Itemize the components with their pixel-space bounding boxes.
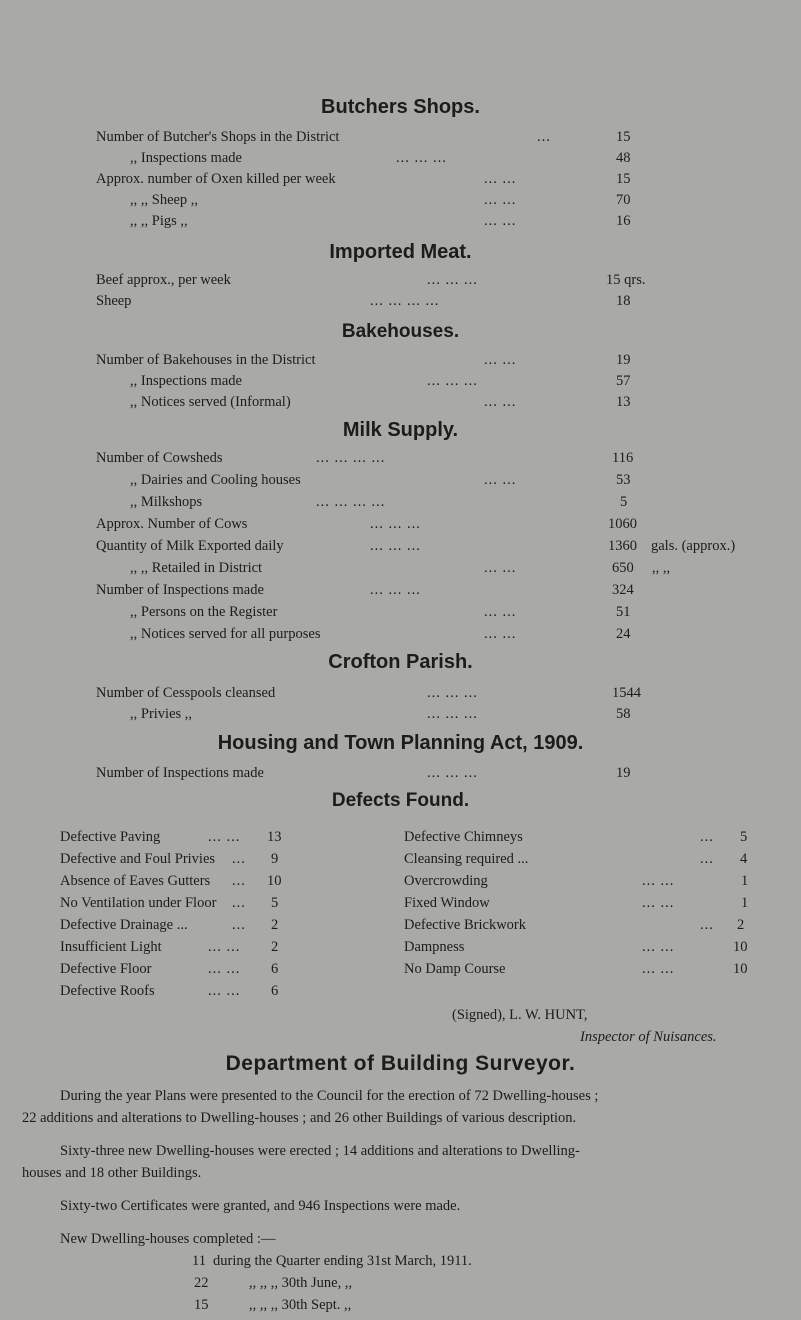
row-dots: ... (232, 895, 246, 911)
defects-heading: Defects Found. (331, 790, 470, 811)
row-value: 1360 (608, 538, 637, 554)
row-label: Sheep (96, 293, 132, 309)
row-dots: ... ... (484, 626, 517, 642)
building-paragraph-1-line-2: 22 additions and alterations to Dwelling-houses ; and 26 other Buildings of various description. (22, 1110, 577, 1126)
row-value: 19 (616, 352, 631, 368)
row-dots: ... ... ... (370, 582, 421, 598)
row-note: ,, ,, (652, 560, 671, 576)
completed-count: 11 (192, 1253, 206, 1269)
row-dots: ... ... (642, 895, 675, 911)
butchers-heading: Butchers Shops. (321, 96, 480, 118)
row-value: 24 (616, 626, 631, 642)
completed-text: ,, ,, ,, 30th Sept. ,, (249, 1297, 352, 1313)
imported-heading: Imported Meat. (329, 241, 472, 263)
row-value: 53 (616, 472, 631, 488)
row-value: 15 qrs. (606, 272, 646, 288)
row-value: 2 (271, 939, 279, 955)
row-dots: ... ... (484, 171, 517, 187)
row-dots: ... ... ... (427, 706, 478, 722)
row-value: 1544 (612, 685, 641, 701)
row-dots: ... ... (484, 560, 517, 576)
row-dots: ... ... (208, 961, 241, 977)
completed-text: during the Quarter ending 31st March, 1911. (213, 1253, 472, 1269)
row-dots: ... ... ... ... (370, 293, 440, 309)
row-label: Defective Chimneys (404, 829, 523, 845)
row-label: Number of Inspections made (96, 765, 264, 781)
row-label: Beef approx., per week (96, 272, 231, 288)
row-label: Number of Bakehouses in the District (96, 352, 316, 368)
row-label: Approx. number of Oxen killed per week (96, 171, 336, 187)
crofton-heading: Crofton Parish. (328, 651, 473, 673)
row-label: Defective Brickwork (404, 917, 526, 933)
row-value: 6 (271, 983, 279, 999)
row-value: 16 (616, 213, 631, 229)
row-dots: ... (700, 917, 714, 933)
row-dots: ... ... (484, 604, 517, 620)
row-dots: ... ... (642, 961, 675, 977)
row-label: ,, Privies ,, (130, 706, 193, 722)
row-label: Number of Cesspools cleansed (96, 685, 276, 701)
row-label: ,, Inspections made (130, 150, 242, 166)
row-label: Absence of Eaves Gutters (60, 873, 211, 889)
row-label: Defective Floor (60, 961, 152, 977)
row-value: 6 (271, 961, 279, 977)
row-dots: ... ... (208, 829, 241, 845)
row-value: 9 (271, 851, 279, 867)
row-value: 1060 (608, 516, 637, 532)
row-label: ,, Milkshops (130, 494, 203, 510)
row-label: No Ventilation under Floor (60, 895, 217, 911)
completed-count: 15 (194, 1297, 209, 1313)
inspector-signature: (Signed), L. W. HUNT, (452, 1007, 588, 1023)
row-dots: ... (232, 873, 246, 889)
inspector-title: Inspector of Nuisances. (580, 1029, 717, 1045)
row-dots: ... ... ... ... (316, 494, 386, 510)
row-value: 2 (271, 917, 279, 933)
row-label: Overcrowding (404, 873, 488, 889)
row-label: ,, ,, Pigs ,, (130, 213, 188, 229)
building-paragraph-1-line-1: During the year Plans were presented to the Council for the erection of 72 Dwelling-houses ; (60, 1088, 599, 1104)
row-label: Insufficient Light (60, 939, 162, 955)
row-value: 13 (267, 829, 282, 845)
row-label: Approx. Number of Cows (96, 516, 248, 532)
row-label: Defective Roofs (60, 983, 155, 999)
row-label: ,, Notices served (Informal) (130, 394, 291, 410)
row-value: 13 (616, 394, 631, 410)
row-value: 5 (271, 895, 279, 911)
row-dots: ... (232, 851, 246, 867)
row-dots: ... ... (208, 939, 241, 955)
row-value: 5 (740, 829, 748, 845)
row-dots: ... ... (208, 983, 241, 999)
row-value: 18 (616, 293, 631, 309)
row-dots: ... ... ... (370, 538, 421, 554)
row-value: 48 (616, 150, 631, 166)
row-value: 1 (741, 873, 749, 889)
row-label: Defective Drainage ... (60, 917, 188, 933)
row-dots: ... ... (484, 394, 517, 410)
row-dots: ... ... ... (370, 516, 421, 532)
row-label: Number of Cowsheds (96, 450, 223, 466)
row-label: ,, Persons on the Register (130, 604, 278, 620)
row-dots: ... ... (642, 873, 675, 889)
row-value: 324 (612, 582, 634, 598)
row-dots: ... ... ... (427, 272, 478, 288)
bakehouses-heading: Bakehouses. (341, 321, 460, 342)
row-value: 10 (733, 939, 748, 955)
completed-count: 22 (194, 1275, 209, 1291)
row-value: 70 (616, 192, 631, 208)
row-value: 10 (733, 961, 748, 977)
row-dots: ... ... ... (427, 765, 478, 781)
row-label: No Damp Course (404, 961, 506, 977)
row-value: 58 (616, 706, 631, 722)
row-dots: ... (700, 829, 714, 845)
row-value: 5 (620, 494, 628, 510)
completed-text: ,, ,, ,, 30th June, ,, (249, 1275, 353, 1291)
row-label: Number of Butcher's Shops in the District (96, 129, 340, 145)
row-dots: ... ... ... (396, 150, 447, 166)
row-label: ,, Notices served for all purposes (130, 626, 321, 642)
row-value: 57 (616, 373, 631, 389)
row-dots: ... ... ... ... (316, 450, 386, 466)
building-paragraph-3: Sixty-two Certificates were granted, and 946 Inspections were made. (60, 1198, 461, 1214)
row-label: Fixed Window (404, 895, 490, 911)
row-value: 15 (616, 129, 631, 145)
row-dots: ... (232, 917, 246, 933)
building-heading: Department of Building Surveyor. (225, 1052, 576, 1075)
row-note: gals. (approx.) (651, 538, 736, 554)
row-label: ,, Dairies and Cooling houses (130, 472, 301, 488)
row-label: Number of Inspections made (96, 582, 264, 598)
row-label: ,, ,, Sheep ,, (130, 192, 199, 208)
row-value: 4 (740, 851, 748, 867)
row-value: 51 (616, 604, 631, 620)
building-paragraph-4: New Dwelling-houses completed :— (60, 1231, 276, 1247)
row-dots: ... ... (642, 939, 675, 955)
row-value: 2 (737, 917, 745, 933)
row-dots: ... (700, 851, 714, 867)
row-value: 116 (612, 450, 634, 466)
row-dots: ... (537, 129, 551, 145)
row-value: 19 (616, 765, 631, 781)
row-dots: ... ... ... (427, 685, 478, 701)
row-label: ,, ,, Retailed in District (130, 560, 263, 576)
row-dots: ... ... (484, 352, 517, 368)
housing-heading: Housing and Town Planning Act, 1909. (217, 732, 584, 754)
row-label: Quantity of Milk Exported daily (96, 538, 284, 554)
building-paragraph-2-line-1: Sixty-three new Dwelling-houses were erected ; 14 additions and alterations to Dwelling- (60, 1143, 580, 1159)
row-label: Cleansing required ... (404, 851, 529, 867)
row-dots: ... ... (484, 472, 517, 488)
row-label: ,, Inspections made (130, 373, 242, 389)
row-value: 1 (741, 895, 749, 911)
row-dots: ... ... (484, 192, 517, 208)
row-dots: ... ... (484, 213, 517, 229)
row-label: Defective Paving (60, 829, 161, 845)
row-label: Defective and Foul Privies (60, 851, 216, 867)
row-value: 650 (612, 560, 634, 576)
row-dots: ... ... ... (427, 373, 478, 389)
milk-heading: Milk Supply. (342, 419, 459, 441)
row-label: Dampness (404, 939, 465, 955)
row-value: 15 (616, 171, 631, 187)
row-value: 10 (267, 873, 282, 889)
building-paragraph-2-line-2: houses and 18 other Buildings. (22, 1165, 202, 1181)
